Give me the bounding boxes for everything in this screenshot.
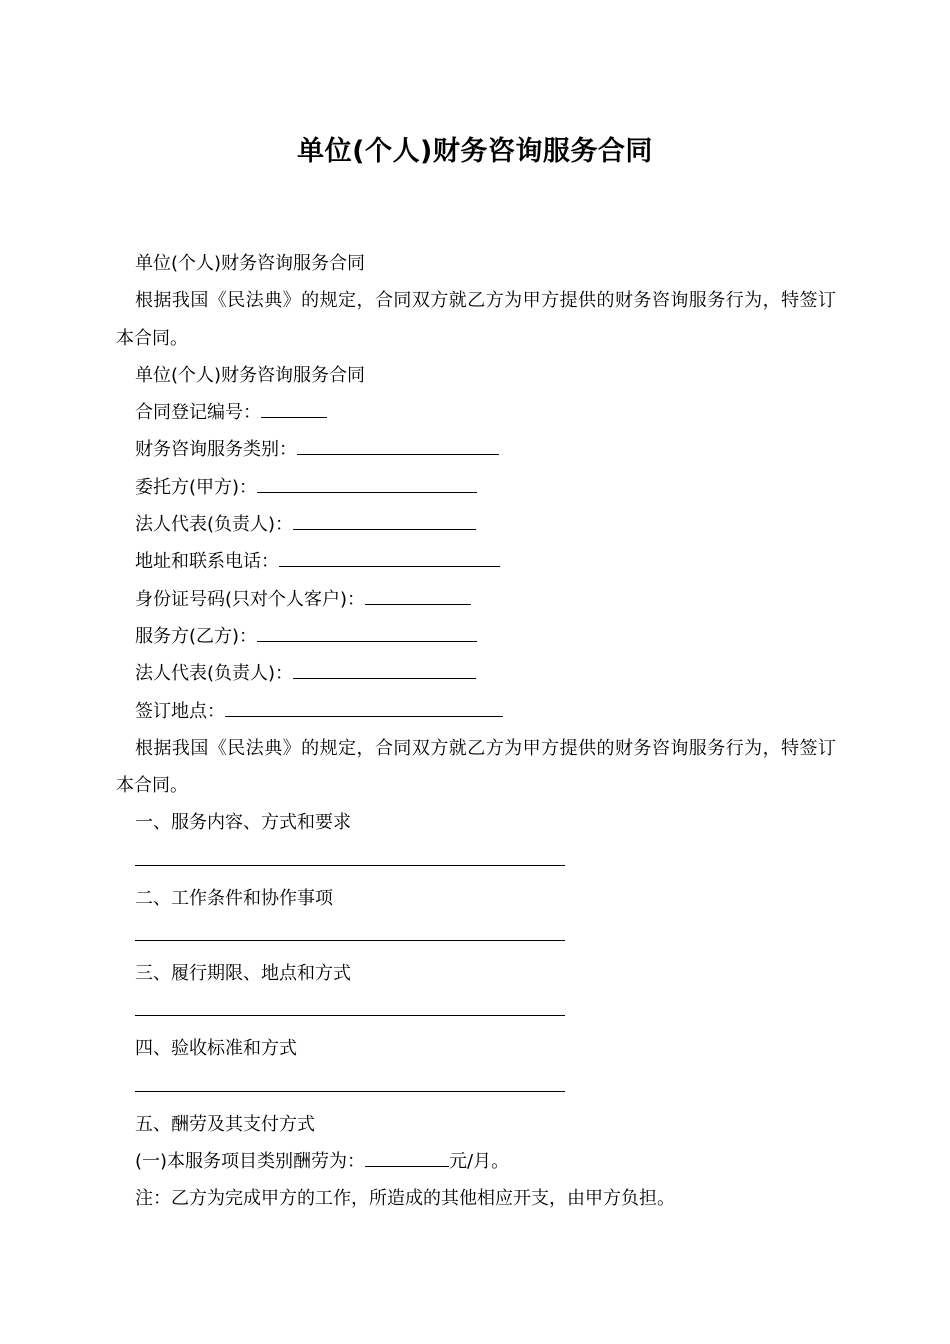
provider-party-field: [116, 618, 836, 655]
fee-prefix: (一)本服务项目类别酬劳为：: [135, 1150, 366, 1172]
fee-amount-blank: [365, 1150, 449, 1167]
signing-place-blank: [225, 700, 503, 717]
section-2-blank-line: [135, 919, 565, 941]
signing-place-label: 签订地点：: [135, 700, 225, 722]
section-heading-3: 三、履行期限、地点和方式: [135, 963, 351, 985]
client-representative-blank: [293, 513, 476, 530]
provider-party-label: 服务方(乙方)：: [135, 625, 258, 647]
client-party-label: 委托方(甲方)：: [135, 476, 258, 498]
address-phone-field: [116, 543, 836, 580]
client-party-blank: [257, 476, 477, 493]
client-representative-field: [116, 506, 836, 543]
contract-heading-line-2: 单位(个人)财务咨询服务合同: [135, 364, 366, 386]
section-heading-1: 一、服务内容、方式和要求: [135, 812, 351, 834]
section-heading-4: 四、验收标准和方式: [135, 1038, 297, 1060]
address-phone-label: 地址和联系电话：: [135, 551, 279, 573]
address-phone-blank: [279, 550, 500, 567]
registration-number-field: [116, 394, 836, 431]
provider-representative-field: [116, 655, 836, 692]
intro-paragraph: 根据我国《民法典》的规定，合同双方就乙方为甲方提供的财务咨询服务行为，特签订本合同。: [116, 290, 836, 349]
id-number-label: 身份证号码(只对个人客户)：: [135, 588, 366, 610]
document-title: 单位(个人)财务咨询服务合同: [297, 136, 653, 167]
document-body: [116, 245, 836, 1218]
section-3-blank-line: [135, 994, 565, 1016]
provider-representative-label: 法人代表(负责人)：: [135, 663, 294, 685]
section-heading-2: 二、工作条件和协作事项: [135, 887, 333, 909]
section-4-blank-line: [135, 1070, 565, 1092]
client-party-field: [116, 469, 836, 506]
intro-paragraph-2: 根据我国《民法典》的规定，合同双方就乙方为甲方提供的财务咨询服务行为，特签订本合同。: [116, 737, 836, 797]
section-1-blank-line: [135, 844, 565, 866]
provider-party-blank: [257, 625, 477, 642]
service-category-label: 财务咨询服务类别：: [135, 439, 297, 461]
section-heading-5: 五、酬劳及其支付方式: [135, 1113, 315, 1135]
id-number-field: [116, 581, 836, 618]
note-line: 注：乙方为完成甲方的工作，所造成的其他相应开支，由甲方负担。: [135, 1188, 675, 1210]
service-category-field: [116, 431, 836, 468]
registration-number-blank: [261, 401, 327, 418]
contract-heading-line: 单位(个人)财务咨询服务合同: [135, 253, 366, 274]
id-number-blank: [365, 588, 471, 605]
fee-line: [116, 1143, 836, 1180]
registration-number-label: 合同登记编号：: [135, 402, 261, 424]
service-category-blank: [297, 438, 499, 455]
client-representative-label: 法人代表(负责人)：: [135, 514, 294, 536]
provider-representative-blank: [293, 662, 476, 679]
signing-place-field: [116, 693, 836, 730]
fee-suffix: 元/月。: [449, 1150, 510, 1172]
